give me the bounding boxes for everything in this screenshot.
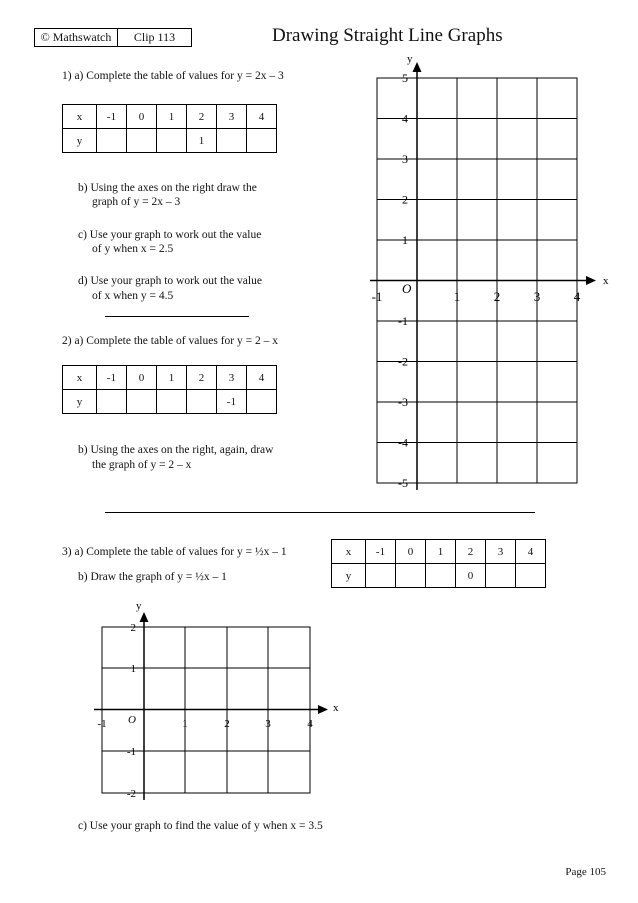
table-cell[interactable] bbox=[157, 129, 187, 153]
table-cell: 1 bbox=[157, 366, 187, 390]
table-cell[interactable] bbox=[396, 564, 426, 588]
graph1-y-tick: 4 bbox=[402, 111, 408, 126]
q2-table-y-row bbox=[63, 390, 277, 414]
table-cell[interactable] bbox=[366, 564, 396, 588]
table-cell: x bbox=[332, 540, 366, 564]
page-number: Page 105 bbox=[565, 866, 606, 878]
graph1-x-tick: 4 bbox=[573, 289, 581, 304]
table-cell: -1 bbox=[366, 540, 396, 564]
table-cell[interactable] bbox=[127, 129, 157, 153]
graph1-x-tick: 3 bbox=[533, 289, 541, 304]
table-cell: 3 bbox=[217, 105, 247, 129]
q1-table-y-row bbox=[63, 129, 277, 153]
graph1-x-tick: -1 bbox=[371, 289, 383, 304]
table-cell: -1 bbox=[97, 366, 127, 390]
table-cell: 2 bbox=[187, 105, 217, 129]
clip-label: Clip 113 bbox=[133, 30, 176, 44]
table-cell[interactable] bbox=[187, 390, 217, 414]
q2-table-x-row bbox=[63, 366, 277, 390]
table-cell: 4 bbox=[247, 366, 277, 390]
graph2-y-arrow-icon bbox=[140, 612, 149, 622]
graph1-x-arrow-icon bbox=[586, 276, 596, 285]
table-cell: 2 bbox=[456, 540, 486, 564]
graph1-y-tick: -4 bbox=[398, 435, 408, 450]
q1-d-text-line2: of x when y = 4.5 bbox=[92, 290, 174, 302]
q3-a-text: 3) a) Complete the table of values for y = ½x – 1 bbox=[62, 546, 287, 558]
table-cell: 0 bbox=[456, 564, 486, 588]
graph2-axes[interactable] bbox=[80, 592, 350, 804]
table-cell[interactable] bbox=[97, 129, 127, 153]
q1-d-text-line1: d) Use your graph to work out the value bbox=[78, 275, 262, 287]
table-cell: x bbox=[63, 105, 97, 129]
table-cell: 3 bbox=[486, 540, 516, 564]
q1-divider bbox=[105, 316, 249, 317]
table-cell: y bbox=[63, 390, 97, 414]
table-cell: 1 bbox=[187, 129, 217, 153]
table-cell[interactable] bbox=[247, 390, 277, 414]
table-cell[interactable] bbox=[127, 390, 157, 414]
graph2-y-tick: 2 bbox=[130, 622, 136, 634]
graph2-x-tick: 3 bbox=[265, 718, 271, 730]
table-cell: 3 bbox=[217, 366, 247, 390]
graph1-y-tick: 1 bbox=[402, 233, 408, 247]
graph2-y-tick: 1 bbox=[130, 663, 136, 675]
graph1-y-tick: 5 bbox=[402, 71, 408, 85]
graph2-x-arrow-icon bbox=[318, 705, 328, 714]
graph2-x-tick: -1 bbox=[97, 718, 107, 730]
q1-a-text: 1) a) Complete the table of values for y = 2x – 3 bbox=[62, 70, 284, 82]
page-title: Drawing Straight Line Graphs bbox=[272, 25, 503, 46]
graph2-y-label: y bbox=[136, 600, 142, 612]
table-cell: -1 bbox=[97, 105, 127, 129]
graph1-y-tick: -3 bbox=[398, 395, 408, 409]
graph1-y-arrow-icon bbox=[413, 62, 422, 72]
graph1-axes[interactable] bbox=[360, 50, 630, 500]
table-cell: 0 bbox=[396, 540, 426, 564]
table-cell: y bbox=[332, 564, 366, 588]
q1-b-text-line1: b) Using the axes on the right draw the bbox=[78, 182, 257, 194]
table-cell[interactable] bbox=[247, 129, 277, 153]
graph1-y-tick: -2 bbox=[398, 354, 408, 369]
q1-c-text-line2: of y when x = 2.5 bbox=[92, 243, 174, 255]
graph1-origin: O bbox=[402, 281, 412, 296]
graph1-x-tick: 1 bbox=[453, 289, 461, 304]
table-cell: 0 bbox=[127, 105, 157, 129]
table-cell[interactable] bbox=[486, 564, 516, 588]
graph1-y-tick: -5 bbox=[398, 476, 408, 490]
table-cell[interactable] bbox=[426, 564, 456, 588]
graph1-y-tick: 3 bbox=[402, 152, 408, 166]
q3-table bbox=[331, 539, 546, 588]
table-cell: y bbox=[63, 129, 97, 153]
q2-b-text-line2: the graph of y = 2 – x bbox=[92, 459, 192, 471]
graph2-x-label: x bbox=[333, 702, 339, 714]
q3-b-text: b) Draw the graph of y = ½x – 1 bbox=[78, 571, 227, 583]
graph1-y-label: y bbox=[407, 53, 413, 65]
q1-c-text-line1: c) Use your graph to work out the value bbox=[78, 229, 262, 241]
table-cell: 2 bbox=[187, 366, 217, 390]
graph1-y-tick: -1 bbox=[398, 314, 408, 328]
table-cell[interactable] bbox=[217, 129, 247, 153]
q2-a-text: 2) a) Complete the table of values for y = 2 – x bbox=[62, 335, 278, 347]
q2-table bbox=[62, 365, 277, 414]
q1-table-x-row bbox=[63, 105, 277, 129]
graph1-x-tick: 2 bbox=[493, 289, 501, 304]
graph2-y-tick: -1 bbox=[126, 746, 136, 758]
q2-divider bbox=[105, 512, 535, 513]
table-cell[interactable] bbox=[516, 564, 546, 588]
table-cell[interactable] bbox=[97, 390, 127, 414]
table-cell: -1 bbox=[217, 390, 247, 414]
q3-c-text: c) Use your graph to find the value of y when x = 3.5 bbox=[78, 820, 323, 832]
graph1-y-tick: 2 bbox=[402, 192, 408, 207]
table-cell: 4 bbox=[247, 105, 277, 129]
graph2-x-tick: 4 bbox=[307, 718, 313, 730]
q1-b-text-line2: graph of y = 2x – 3 bbox=[92, 196, 181, 208]
table-cell: 0 bbox=[127, 366, 157, 390]
copyright-label: © Mathswatch bbox=[35, 29, 118, 46]
table-cell: 1 bbox=[426, 540, 456, 564]
graph2-origin: O bbox=[128, 714, 136, 726]
table-cell: 4 bbox=[516, 540, 546, 564]
q3-table-y-row bbox=[332, 564, 546, 588]
graph2-x-tick: 1 bbox=[182, 718, 188, 730]
table-cell: x bbox=[63, 366, 97, 390]
q1-table bbox=[62, 104, 277, 153]
table-cell[interactable] bbox=[157, 390, 187, 414]
graph2-y-tick: -2 bbox=[126, 788, 136, 800]
table-cell: 1 bbox=[157, 105, 187, 129]
header-box bbox=[34, 28, 192, 47]
q2-b-text-line1: b) Using the axes on the right, again, draw bbox=[78, 444, 274, 456]
graph2-x-tick: 2 bbox=[224, 718, 230, 730]
graph1-x-label: x bbox=[603, 275, 609, 287]
q3-table-x-row bbox=[332, 540, 546, 564]
